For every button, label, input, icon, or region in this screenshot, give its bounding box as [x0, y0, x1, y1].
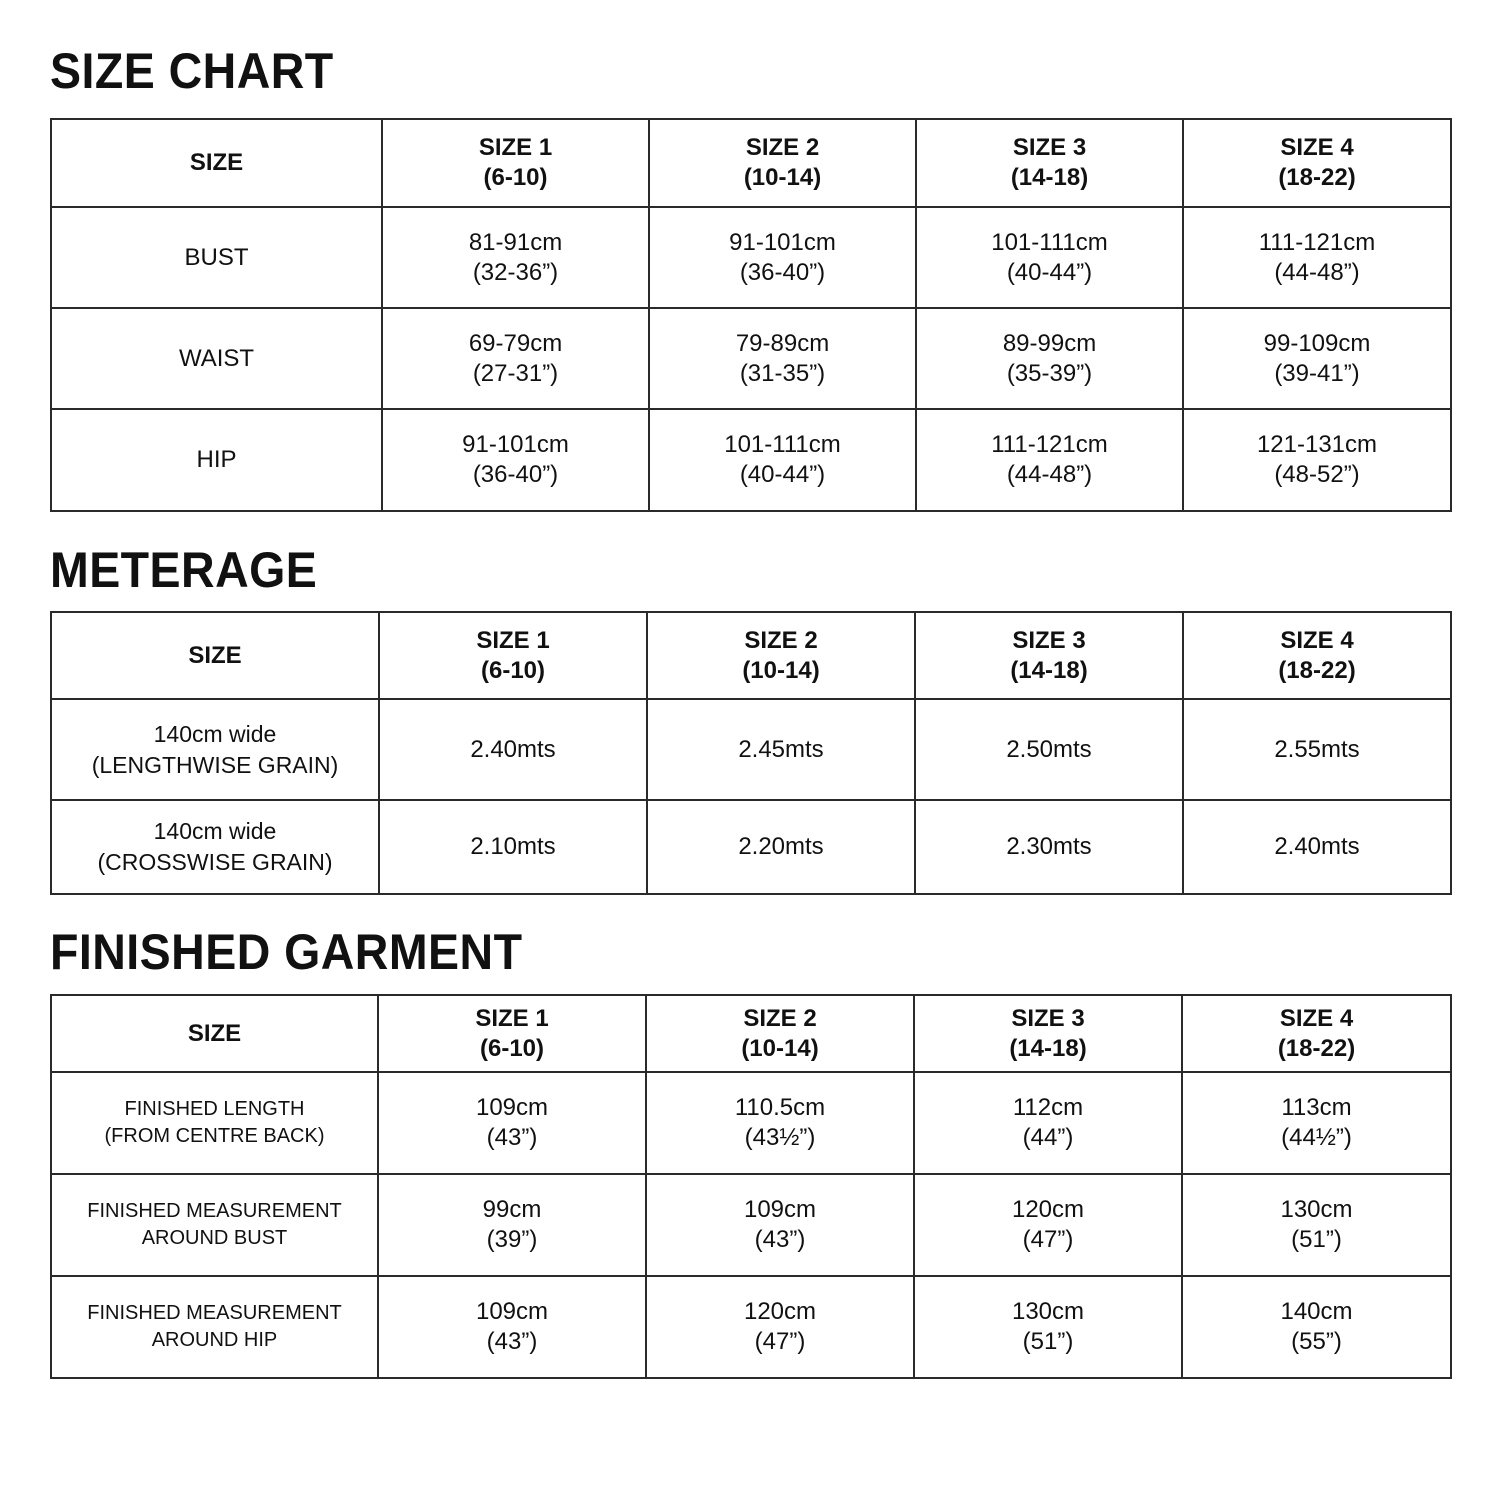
table-cell: 2.10mts [379, 800, 647, 894]
table-cell: 109cm (43”) [646, 1174, 914, 1276]
table-cell: 69-79cm (27-31”) [382, 308, 649, 409]
table-row-finished-length [51, 1072, 1451, 1174]
table-cell: 112cm (44”) [914, 1072, 1182, 1174]
size-chart-header-row [51, 119, 1451, 207]
column-header-size-1: SIZE 1 (6-10) [379, 612, 647, 699]
column-header-size-3: SIZE 3 (14-18) [916, 119, 1183, 207]
table-cell: 99cm (39”) [378, 1174, 646, 1276]
table-cell: 2.20mts [647, 800, 915, 894]
column-header-size-3: SIZE 3 (14-18) [915, 612, 1183, 699]
row-label: FINISHED MEASUREMENT AROUND HIP [51, 1276, 378, 1378]
corner-label: SIZE [51, 612, 379, 699]
table-row-around-hip [51, 1276, 1451, 1378]
finished-garment-header-row [51, 995, 1451, 1072]
table-cell: 111-121cm (44-48”) [916, 409, 1183, 511]
row-label: FINISHED LENGTH (FROM CENTRE BACK) [51, 1072, 378, 1174]
row-label: FINISHED MEASUREMENT AROUND BUST [51, 1174, 378, 1276]
row-label: HIP [51, 409, 382, 511]
table-cell: 79-89cm (31-35”) [649, 308, 916, 409]
meterage-title: METERAGE [50, 542, 318, 598]
table-cell: 109cm (43”) [378, 1072, 646, 1174]
table-cell: 111-121cm (44-48”) [1183, 207, 1451, 308]
corner-label: SIZE [51, 119, 382, 207]
meterage-header-row [51, 612, 1451, 699]
row-label: 140cm wide (LENGTHWISE GRAIN) [51, 699, 379, 800]
table-cell: 89-99cm (35-39”) [916, 308, 1183, 409]
table-cell: 91-101cm (36-40”) [382, 409, 649, 511]
table-cell: 91-101cm (36-40”) [649, 207, 916, 308]
table-cell: 130cm (51”) [1182, 1174, 1451, 1276]
table-cell: 2.50mts [915, 699, 1183, 800]
column-header-size-2: SIZE 2 (10-14) [646, 995, 914, 1072]
column-header-size-4: SIZE 4 (18-22) [1183, 119, 1451, 207]
table-cell: 101-111cm (40-44”) [649, 409, 916, 511]
table-row-bust [51, 207, 1451, 308]
table-cell: 2.45mts [647, 699, 915, 800]
table-cell: 113cm (44½”) [1182, 1072, 1451, 1174]
table-cell: 120cm (47”) [914, 1174, 1182, 1276]
column-header-size-4: SIZE 4 (18-22) [1183, 612, 1451, 699]
corner-label: SIZE [51, 995, 378, 1072]
finished-garment-title: FINISHED GARMENT [50, 924, 523, 980]
size-chart-table [50, 118, 1452, 512]
column-header-size-4: SIZE 4 (18-22) [1182, 995, 1451, 1072]
column-header-size-2: SIZE 2 (10-14) [649, 119, 916, 207]
table-cell: 130cm (51”) [914, 1276, 1182, 1378]
row-label: 140cm wide (CROSSWISE GRAIN) [51, 800, 379, 894]
row-label: WAIST [51, 308, 382, 409]
table-row-around-bust [51, 1174, 1451, 1276]
finished-garment-table [50, 994, 1452, 1379]
table-cell: 109cm (43”) [378, 1276, 646, 1378]
meterage-table [50, 611, 1452, 895]
table-cell: 121-131cm (48-52”) [1183, 409, 1451, 511]
column-header-size-1: SIZE 1 (6-10) [382, 119, 649, 207]
table-cell: 2.40mts [379, 699, 647, 800]
size-chart-title: SIZE CHART [50, 43, 334, 99]
table-row-lengthwise-grain [51, 699, 1451, 800]
table-row-hip [51, 409, 1451, 511]
table-cell: 2.30mts [915, 800, 1183, 894]
table-row-crosswise-grain [51, 800, 1451, 894]
table-cell: 101-111cm (40-44”) [916, 207, 1183, 308]
column-header-size-1: SIZE 1 (6-10) [378, 995, 646, 1072]
row-label: BUST [51, 207, 382, 308]
table-cell: 2.55mts [1183, 699, 1451, 800]
table-cell: 99-109cm (39-41”) [1183, 308, 1451, 409]
table-cell: 120cm (47”) [646, 1276, 914, 1378]
table-row-waist [51, 308, 1451, 409]
column-header-size-2: SIZE 2 (10-14) [647, 612, 915, 699]
column-header-size-3: SIZE 3 (14-18) [914, 995, 1182, 1072]
table-cell: 140cm (55”) [1182, 1276, 1451, 1378]
table-cell: 2.40mts [1183, 800, 1451, 894]
table-cell: 110.5cm (43½”) [646, 1072, 914, 1174]
table-cell: 81-91cm (32-36”) [382, 207, 649, 308]
